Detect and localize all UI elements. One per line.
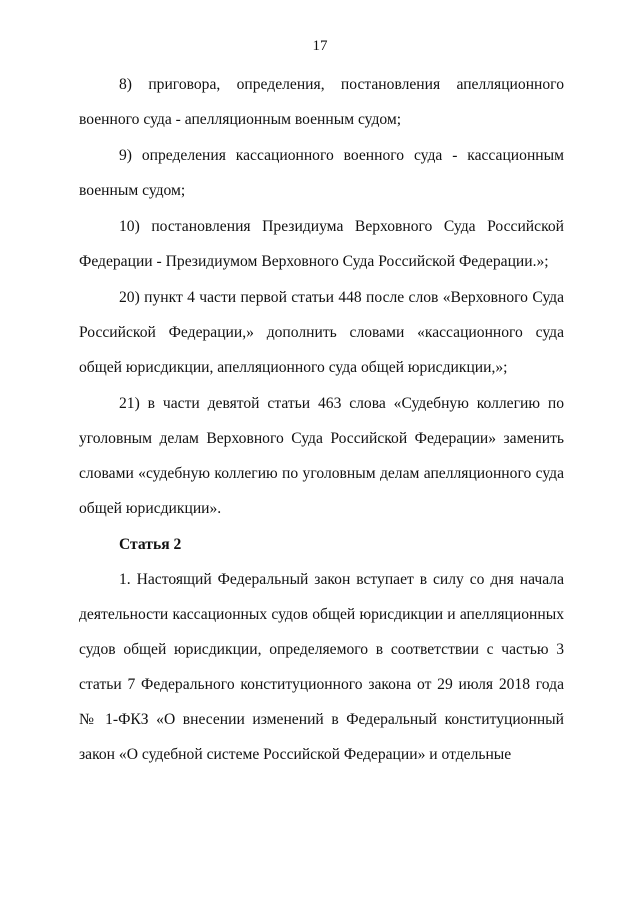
article-heading: Статья 2 [119, 536, 182, 553]
paragraph-item-21: 21) в части девятой статьи 463 слова «Судебную коллегию по уголовным делам Верховного Суда Российской Федерации» заменить словами «судебную коллегию по уголовным делам апелляционного суда общей юрисдикции». [79, 395, 564, 517]
document-body [79, 67, 564, 772]
page-number: 17 [312, 38, 328, 54]
article-paragraph-1: 1. Настоящий Федеральный закон вступает в силу со дня начала деятельности кассационных судов общей юрисдикции и апелляционных судов общей юрисдикции, определяемого в соответствии с частью 3 статьи 7 Федерального конституционного закона от 29 июля 2018 года № 1-ФКЗ «О внесении изменений в Федеральный конституционный закон «О судебной системе Российской Федерации» и отдельные [79, 571, 564, 763]
paragraph-item-10: 10) постановления Президиума Верховного Суда Российской Федерации - Президиумом Верховного Суда Российской Федерации.»; [79, 218, 564, 270]
paragraph-item-8: 8) приговора, определения, постановления апелляционного военного суда - апелляционным военным судом; [79, 76, 564, 128]
paragraph-item-20: 20) пункт 4 части первой статьи 448 после слов «Верховного Суда Российской Федерации,» дополнить словами «кассационного суда общей юрисдикции, апелляционного суда общей юрисдикции,»; [79, 289, 564, 376]
paragraph-item-9: 9) определения кассационного военного суда - кассационным военным судом; [79, 147, 564, 199]
